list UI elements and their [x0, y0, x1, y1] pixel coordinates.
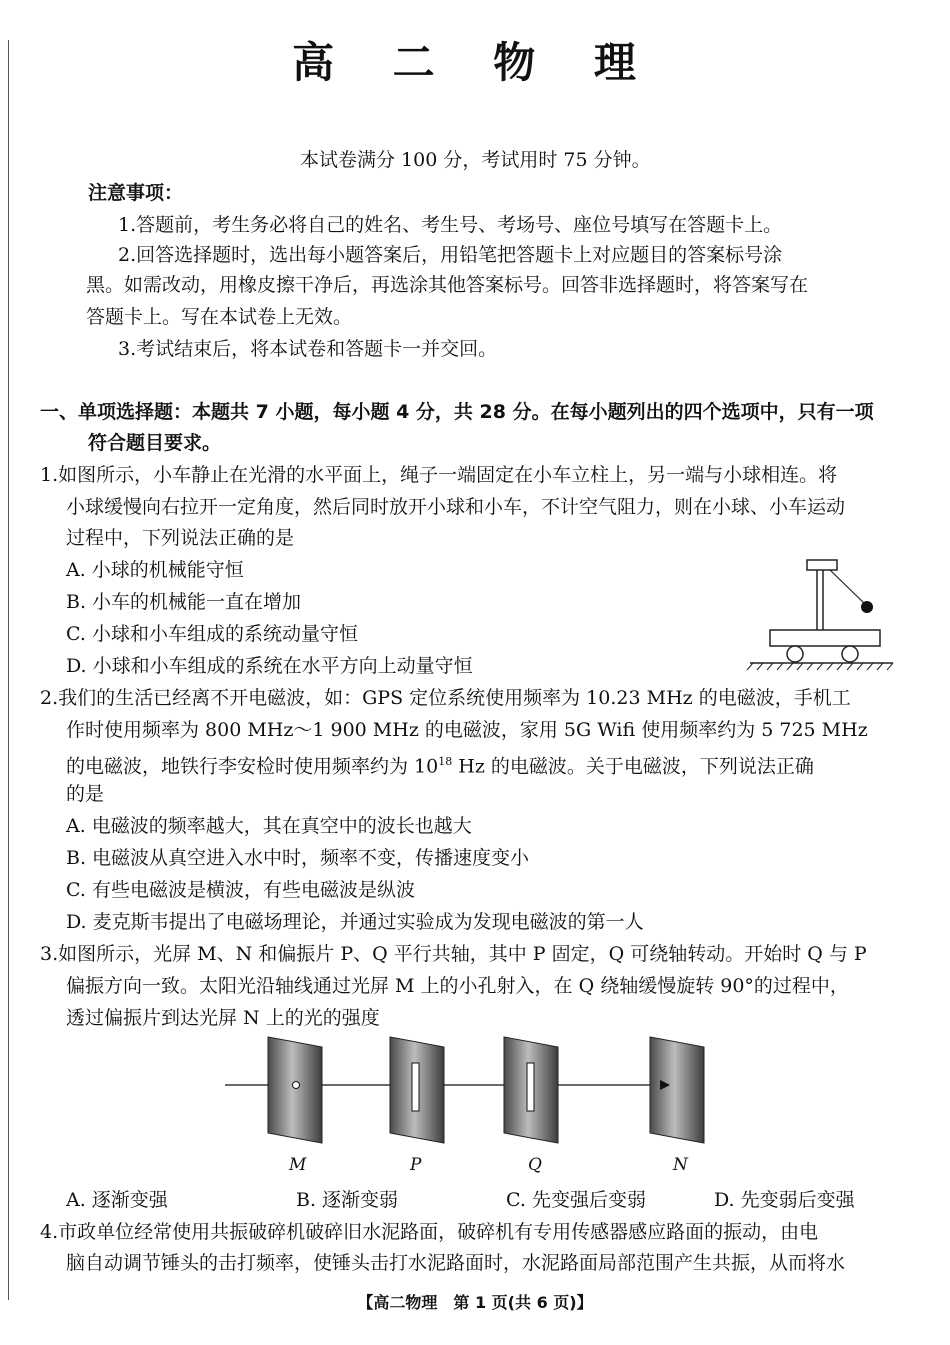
- q2-option-d: D. 麦克斯韦提出了电磁场理论，并通过实验成为发现电磁波的第一人: [66, 911, 644, 933]
- section-heading-cont: 符合题目要求。: [88, 432, 222, 454]
- q3-option-b: B. 逐渐变弱: [296, 1189, 399, 1211]
- section-heading: 一、单项选择题：本题共 7 小题，每小题 4 分，共 28 分。在每小题列出的四个选项中，只有一项: [40, 401, 874, 423]
- q1-option-a: A. 小球的机械能守恒: [66, 559, 244, 581]
- q3-option-c: C. 先变强后变弱: [506, 1189, 646, 1211]
- screen-m: [268, 1037, 322, 1143]
- q1-option-b: B. 小车的机械能一直在增加: [66, 591, 302, 613]
- q2-stem: 的是: [66, 783, 105, 805]
- q2-exponent: 18: [438, 755, 453, 768]
- cart-figure: [745, 550, 895, 675]
- q1-option-d: D. 小球和小车组成的系统在水平方向上动量守恒: [66, 655, 473, 677]
- q4-stem: 4.市政单位经常使用共振破碎机破碎旧水泥路面，破碎机有专用传感器感应路面的振动，由电: [40, 1221, 819, 1243]
- q2-stem: 2.我们的生活已经离不开电磁波，如：GPS 定位系统使用频率为 10.23 MHz 的电磁波，手机工: [40, 687, 851, 709]
- q2-option-a: A. 电磁波的频率越大，其在真空中的波长也越大: [66, 815, 472, 837]
- q1-stem: 1.如图所示，小车静止在光滑的水平面上，绳子一端固定在小车立柱上，另一端与小球相连。将: [40, 464, 838, 486]
- q2-option-c: C. 有些电磁波是横波，有些电磁波是纵波: [66, 879, 415, 901]
- q2-option-b: B. 电磁波从真空进入水中时，频率不变，传播速度变小: [66, 847, 530, 869]
- q3-option-d: D. 先变弱后变强: [714, 1189, 855, 1211]
- q1-option-c: C. 小球和小车组成的系统动量守恒: [66, 623, 358, 645]
- q2-stem: 作时使用频率为 800 MHz～1 900 MHz 的电磁波，家用 5G Wifi 使用频率约为 5 725 MHz: [66, 719, 868, 741]
- label-p: P: [410, 1155, 422, 1175]
- screen-n: [650, 1037, 704, 1143]
- q3-stem: 偏振方向一致。太阳光沿轴线通过光屏 M 上的小孔射入，在 Q 绕轴缓慢旋转 90°的过程中，: [66, 975, 849, 997]
- label-m: M: [289, 1155, 307, 1175]
- page-footer: 【高二物理 第 1 页(共 6 页)】: [357, 1293, 593, 1312]
- page-title: 高 二 物 理: [292, 38, 658, 87]
- q3-option-a: A. 逐渐变强: [66, 1189, 168, 1211]
- label-q: Q: [528, 1155, 542, 1175]
- label-n: N: [673, 1155, 688, 1175]
- notice-line: 黑。如需改动，用橡皮擦干净后，再选涂其他答案标号。回答非选择题时，将答案写在: [86, 274, 809, 296]
- q2-stem-line3: [66, 747, 814, 781]
- q4-stem: 脑自动调节锤头的击打频率，使锤头击打水泥路面时，水泥路面局部范围产生共振，从而将水: [66, 1252, 846, 1274]
- polarizer-figure: [220, 1035, 720, 1150]
- notice-line: 1.答题前，考生务必将自己的姓名、考生号、考场号、座位号填写在答题卡上。: [118, 214, 783, 236]
- margin-line: [8, 40, 9, 1300]
- exam-intro: 本试卷满分 100 分，考试用时 75 分钟。: [300, 149, 651, 171]
- q3-stem: 3.如图所示，光屏 M、N 和偏振片 P、Q 平行共轴，其中 P 固定，Q 可绕轴转动。开始时 Q 与 P: [40, 943, 867, 965]
- notice-line: 答题卡上。写在本试卷上无效。: [86, 306, 353, 328]
- notice-heading: 注意事项：: [88, 182, 184, 204]
- q2-stem-part: Hz 的电磁波。关于电磁波，下列说法正确: [452, 755, 814, 778]
- notice-line: 2.回答选择题时，选出每小题答案后，用铅笔把答题卡上对应题目的答案标号涂: [118, 244, 783, 266]
- q1-stem: 过程中，下列说法正确的是: [66, 527, 295, 549]
- q3-stem: 透过偏振片到达光屏 N 上的光的强度: [66, 1007, 380, 1029]
- q1-stem: 小球缓慢向右拉开一定角度，然后同时放开小球和小车，不计空气阻力，则在小球、小车运动: [66, 496, 846, 518]
- notice-line: 3.考试结束后，将本试卷和答题卡一并交回。: [118, 338, 498, 360]
- q2-stem-part: 的电磁波，地铁行李安检时使用频率约为 10: [66, 755, 439, 778]
